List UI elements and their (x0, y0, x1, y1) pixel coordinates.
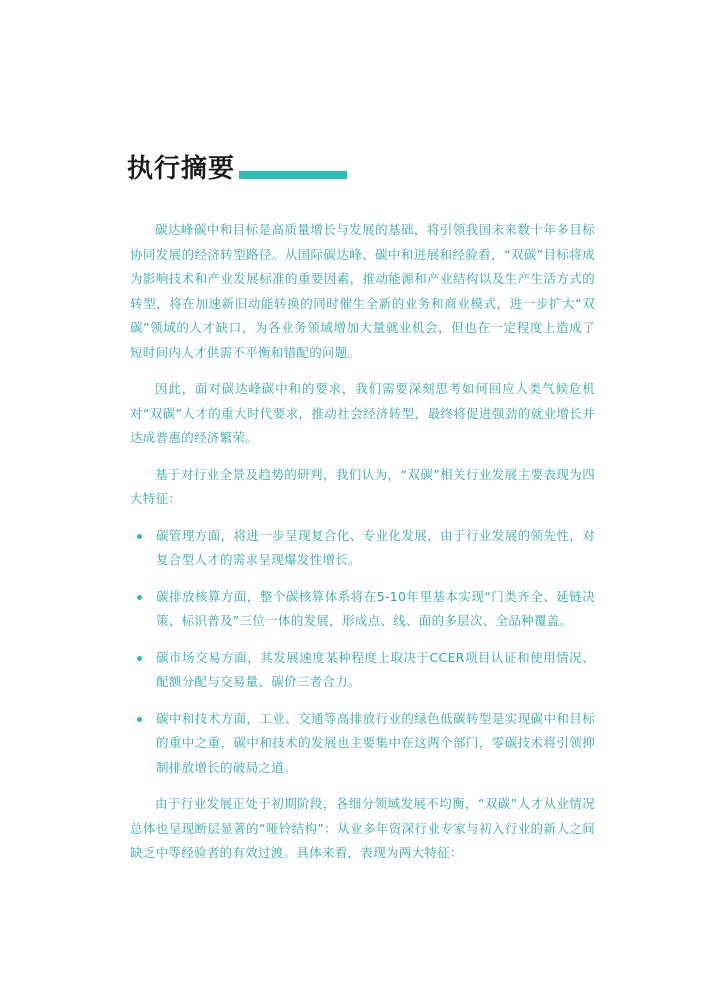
list-item (130, 585, 595, 634)
list-item (130, 646, 595, 695)
bullet-text: 碳管理方面，将进一步呈现复合化、专业化发展，由于行业发展的领先性，对复合型人才的需求呈现爆发性增长。 (156, 527, 595, 567)
bullet-text: 碳市场交易方面，其发展速度某种程度上取决于CCER项目认证和使用情况、配额分配与交易量、碳价三者合力。 (156, 649, 595, 689)
page-title: 执行摘要 (127, 154, 236, 184)
bullet-dot-icon (137, 656, 142, 661)
paragraph-intro: 碳达峰碳中和目标是高质量增长与发展的基础，将引领我国未来数十年多目标协同发展的经济转型路径。从国际碳达峰、碳中和进展和经验看，“双碳”目标将成为影响技术和产业发展标准的重要因素，推动能源和产业结构以及生产生活方式的转型，将在加速新旧动能转换的同时催生全新的业务和商业模式，进一步扩大“双碳”领域的人才缺口，为各业务领域增加大量就业机会，但也在一定程度上造成了短时间内人才供需不平衡和错配的问题。 (130, 222, 595, 360)
section-header (127, 152, 347, 186)
paragraph-response: 因此，面对碳达峰碳中和的要求，我们需要深刻思考如何回应人类气候危机对“双碳”人才的重大时代要求，推动社会经济转型，最终将促进强劲的就业增长并达成普惠的经济繁荣。 (130, 381, 595, 445)
body-content (130, 218, 595, 878)
paragraph-features-lead: 基于对行业全景及趋势的研判，我们认为，“双碳”相关行业发展主要表现为四大特征： (130, 466, 595, 506)
paragraph-closing: 由于行业发展正处于初期阶段，各细分领域发展不均衡，“双碳”人才从业情况总体也呈现断层显著的“哑铃结构”：从业多年资深行业专家与初入行业的新人之间缺乏中等经验者的有效过渡。具体来看，表现为两大特征： (130, 796, 595, 860)
feature-list (130, 524, 595, 781)
list-item (130, 524, 595, 573)
bullet-dot-icon (137, 595, 142, 600)
bullet-text: 碳排放核算方面，整个碳核算体系将在5-10年里基本实现“门类齐全、延链决策、标识普及”三位一体的发展，形成点、线、面的多层次、全品种覆盖。 (156, 588, 595, 628)
title-underline-bar (239, 171, 347, 179)
list-item (130, 707, 595, 781)
bullet-dot-icon (137, 717, 142, 722)
bullet-text: 碳中和技术方面，工业、交通等高排放行业的绿色低碳转型是实现碳中和目标的重中之重，碳中和技术的发展也主要集中在这两个部门，零碳技术将引领抑制排放增长的破局之道。 (156, 710, 595, 775)
bullet-dot-icon (137, 534, 142, 539)
